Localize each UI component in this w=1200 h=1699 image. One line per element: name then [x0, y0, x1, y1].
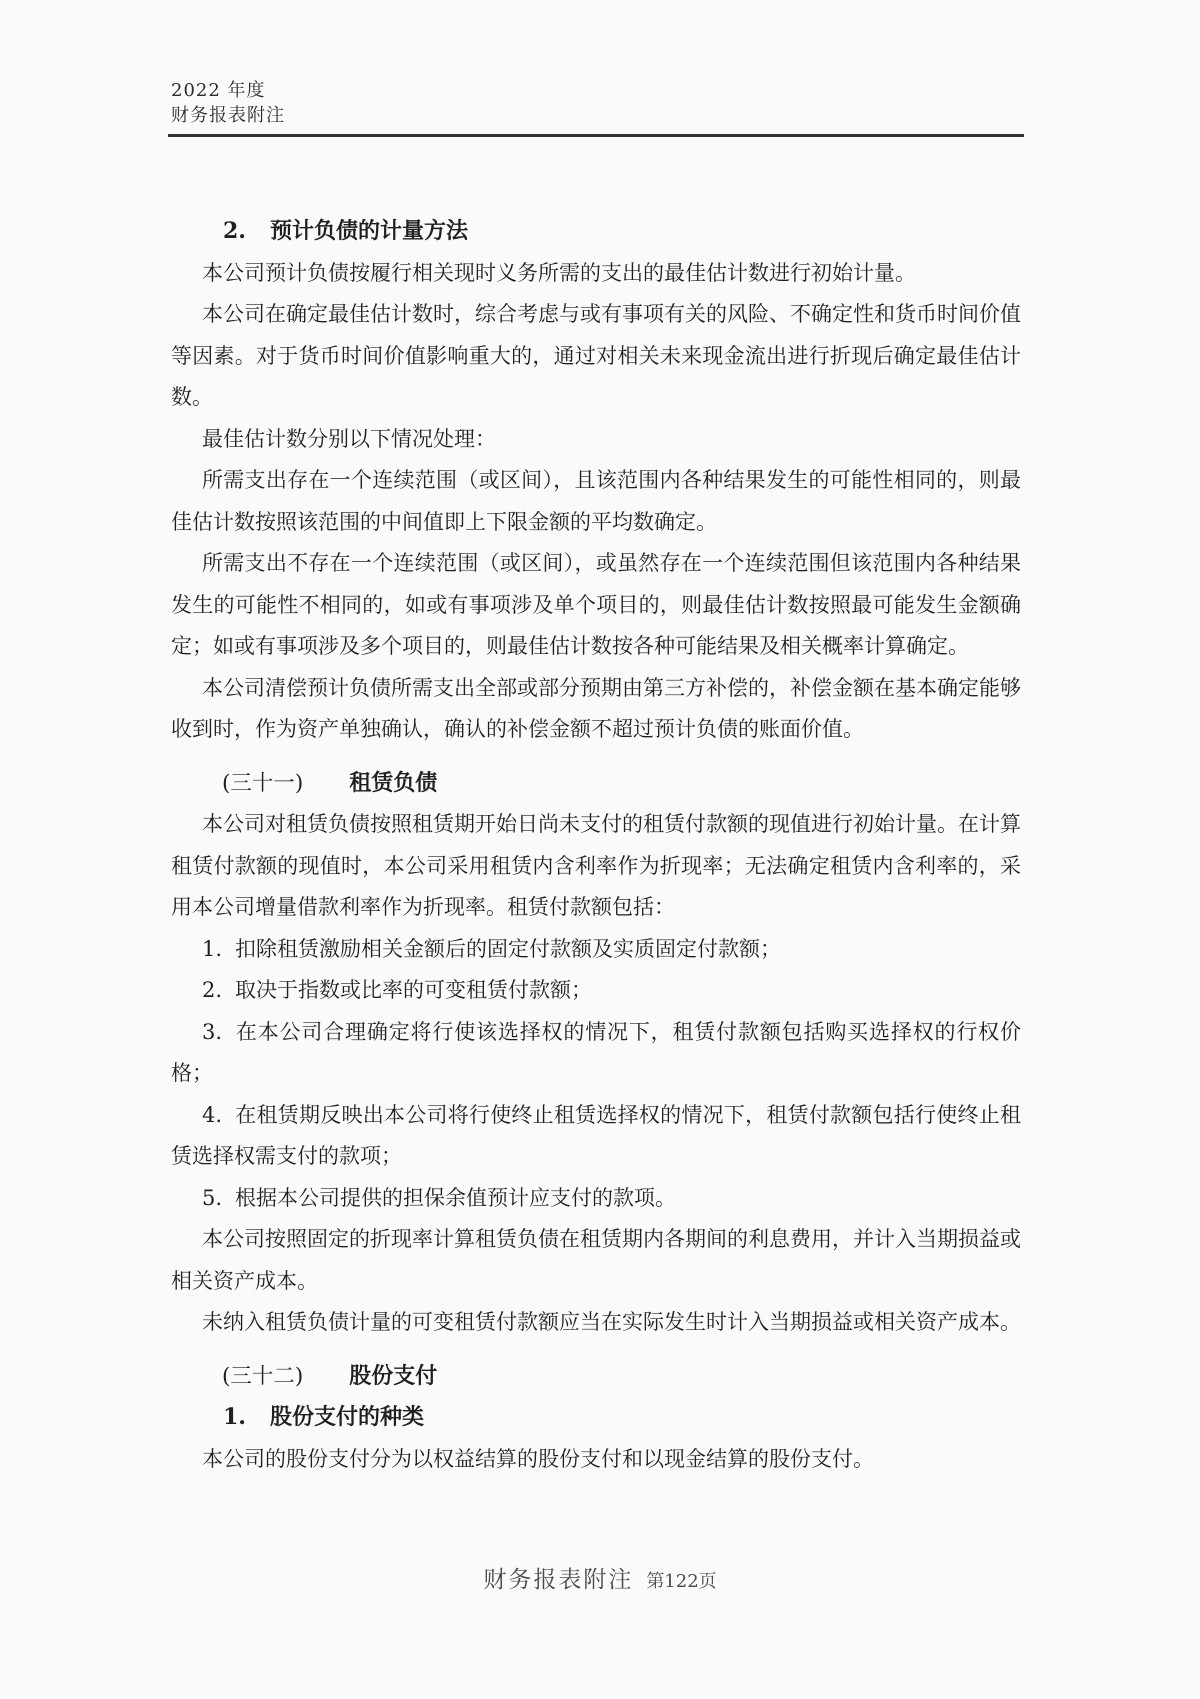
paragraph-lease-interest: 本公司按照固定的折现率计算租赁负债在租赁期内各期间的利息费用，并计入当期损益或相关资产成本。: [171, 1227, 1021, 1293]
section-heading-share-based-payment: [171, 1356, 1021, 1398]
section-title: 租赁负债: [349, 769, 438, 796]
section-heading-lease-liabilities: [171, 763, 1021, 805]
paragraph-provision-no-continuous-range: 所需支出不存在一个连续范围（或区间），或虽然存在一个连续范围但该范围内各种结果发生的可能性不相同的，如或有事项涉及单个项目的，则最佳估计数按照最可能发生金额确定；如或有事项涉及多个项目的，则最佳估计数按各种可能结果及相关概率计算确定。: [171, 551, 1021, 658]
paragraph-share-payment-types: 本公司的股份支付分为以权益结算的股份支付和以现金结算的股份支付。: [202, 1446, 874, 1471]
list-item-text: 根据本公司提供的担保余值预计应支付的款项。: [235, 1185, 677, 1210]
header-rule: [168, 134, 1024, 137]
list-item-number: 2.: [202, 978, 223, 1002]
list-item: [171, 929, 1021, 971]
list-item: [171, 970, 1021, 1012]
heading-text: 预计负债的计量方法: [269, 218, 468, 244]
list-item: [171, 1012, 1021, 1095]
section-number: (三十二): [222, 1363, 304, 1389]
list-item-text: 扣除租赁激励相关金额后的固定付款额及实质固定付款额；: [235, 936, 782, 961]
list-item-number: 1.: [202, 936, 223, 961]
header-title-line: 财务报表附注: [171, 105, 285, 126]
list-item-number: 5.: [202, 1185, 223, 1210]
document-body: [171, 211, 1021, 1480]
paragraph-provision-factors: 本公司在确定最佳估计数时，综合考虑与或有事项有关的风险、不确定性和货币时间价值等因素。对于货币时间价值影响重大的，通过对相关未来现金流出进行折现后确定最佳估计数。: [171, 302, 1021, 409]
list-item-text: 取决于指数或比率的可变租赁付款额；: [235, 978, 593, 1002]
list-item-number: 4.: [202, 1102, 223, 1127]
header-year-line: 2022 年度: [171, 80, 266, 101]
list-item: [171, 1178, 1021, 1220]
footer-page-number: 第122页: [646, 1571, 717, 1592]
heading-text: 股份支付的种类: [269, 1404, 424, 1430]
paragraph-provision-initial: 本公司预计负债按履行相关现时义务所需的支出的最佳估计数进行初始计量。: [202, 260, 916, 285]
paragraph-provision-third-party: 本公司清偿预计负债所需支出全部或部分预期由第三方补偿的，补偿金额在基本确定能够收到时，作为资产单独确认，确认的补偿金额不超过预计负债的账面价值。: [171, 675, 1021, 741]
list-item-text: 在租赁期反映出本公司将行使终止租赁选择权的情况下，租赁付款额包括行使终止租赁选择权需支付的款项；: [171, 1102, 1021, 1168]
paragraph-lease-variable: 未纳入租赁负债计量的可变租赁付款额应当在实际发生时计入当期损益或相关资产成本。: [202, 1310, 1021, 1334]
heading-number: 2.: [223, 218, 246, 244]
page-header: [171, 78, 285, 128]
paragraph-provision-continuous-range: 所需支出存在一个连续范围（或区间），且该范围内各种结果发生的可能性相同的，则最佳估计数按照该范围的中间值即上下限金额的平均数确定。: [171, 468, 1021, 534]
heading-number: 1.: [223, 1404, 246, 1430]
page-footer: [0, 1563, 1200, 1599]
paragraph-provision-cases-intro: 最佳估计数分别以下情况处理：: [202, 426, 496, 451]
list-item-text: 在本公司合理确定将行使该选择权的情况下，租赁付款额包括购买选择权的行权价格；: [171, 1019, 1021, 1085]
heading-provision-measurement: [171, 211, 1021, 253]
list-item: [171, 1095, 1021, 1178]
list-item-number: 3.: [202, 1019, 223, 1044]
paragraph-lease-initial: 本公司对租赁负债按照租赁期开始日尚未支付的租赁付款额的现值进行初始计量。在计算租赁付款额的现值时，本公司采用租赁内含利率作为折现率；无法确定租赁内含利率的，采用本公司增量借款利率作为折现率。租赁付款额包括：: [171, 812, 1021, 919]
section-title: 股份支付: [349, 1362, 438, 1389]
footer-title: 财务报表附注: [483, 1567, 634, 1593]
heading-share-payment-types: [171, 1397, 1021, 1439]
section-number: (三十一): [222, 770, 304, 796]
